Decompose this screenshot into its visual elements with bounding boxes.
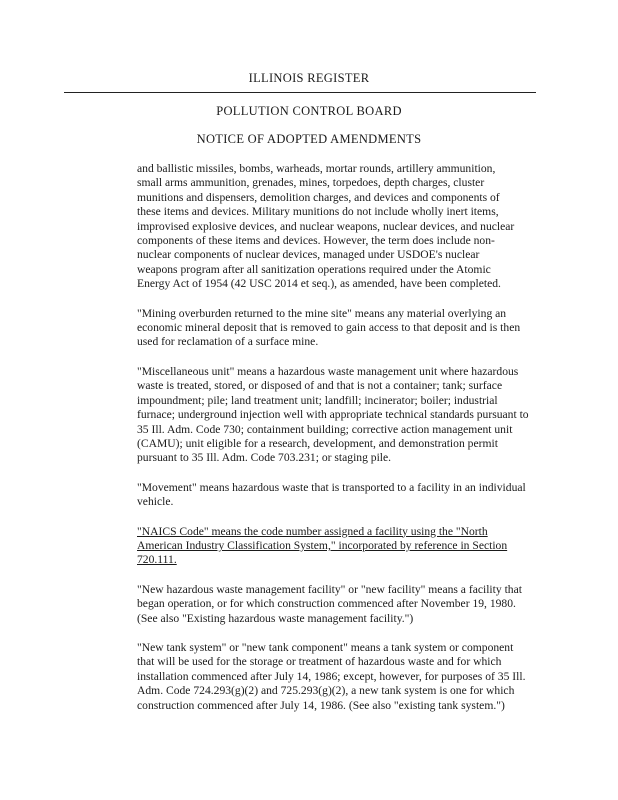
paragraph-military-munitions <box>137 162 547 292</box>
text-line: munitions and dispensers, demolition charges, and devices and components of <box>137 190 500 204</box>
text-line: furnace; underground injection well with appropriate technical standards pursuant to <box>137 408 529 422</box>
text-line: "Miscellaneous unit" means a hazardous waste management unit where hazardous <box>137 364 519 378</box>
text-line: Energy Act of 1954 (42 USC 2014 et seq.), as amended, have been completed. <box>137 277 501 291</box>
text-line-underlined: American Industry Classification System," incorporated by reference in Section <box>137 538 508 552</box>
text-line: that will be used for the storage or treatment of hazardous waste and for which <box>137 655 502 669</box>
text-line: weapons program after all sanitization operations required under the Atomic <box>137 262 491 276</box>
text-line: components of these items and devices. However, the term does include non- <box>137 234 495 248</box>
text-line: began operation, or for which construction commenced after November 19, 1980. <box>137 597 516 611</box>
paragraph-miscellaneous-unit <box>137 365 547 466</box>
text-line: construction commenced after July 14, 1986. (See also "existing tank system.") <box>137 698 505 712</box>
text-line: and ballistic missiles, bombs, warheads, mortar rounds, artillery ammunition, <box>137 162 496 175</box>
text-line: impoundment; pile; land treatment unit; landfill; incinerator; boiler; industrial <box>137 393 498 407</box>
text-line: nuclear components of nuclear devices, managed under USDOE's nuclear <box>137 248 480 262</box>
header-rule <box>64 92 536 93</box>
text-line: "New tank system" or "new tank component" means a tank system or component <box>137 640 514 654</box>
register-title: ILLINOIS REGISTER <box>248 71 370 85</box>
text-line: (CAMU); unit eligible for a research, development, and demonstration permit <box>137 436 498 450</box>
paragraph-naics-code <box>137 525 547 568</box>
text-line: "Mining overburden returned to the mine site" means any material overlying an <box>137 306 507 320</box>
paragraph-movement <box>137 481 547 510</box>
notice-title: NOTICE OF ADOPTED AMENDMENTS <box>196 132 422 146</box>
text-line: Adm. Code 724.293(g)(2) and 725.293(g)(2), a new tank system is one for which <box>137 684 515 698</box>
text-line: economic mineral deposit that is removed to gain access to that deposit and is then <box>137 321 521 335</box>
text-line: "Movement" means hazardous waste that is transported to a facility in an individual <box>137 480 526 494</box>
text-line: 35 Ill. Adm. Code 730; containment building; corrective action management unit <box>137 422 513 436</box>
text-line: (See also "Existing hazardous waste management facility.") <box>137 611 414 625</box>
paragraph-new-facility <box>137 583 547 626</box>
paragraph-mining-overburden <box>137 307 547 350</box>
text-line: installation commenced after July 14, 1986; except, however, for purposes of 35 Ill. <box>137 669 526 683</box>
board-title: POLLUTION CONTROL BOARD <box>216 104 402 118</box>
text-line: "New hazardous waste management facility" or "new facility" means a facility that <box>137 582 522 596</box>
text-line: waste is treated, stored, or disposed of and that is not a container; tank; surface <box>137 379 503 393</box>
text-line: vehicle. <box>137 495 174 509</box>
paragraph-new-tank-system <box>137 641 547 713</box>
text-line: pursuant to 35 Ill. Adm. Code 703.231; or staging pile. <box>137 451 392 465</box>
text-line: improvised explosive devices, and nuclear weapons, nuclear devices, and nuclear <box>137 219 515 233</box>
text-line-underlined: "NAICS Code" means the code number assigned a facility using the "North <box>137 524 488 538</box>
text-line-underlined: 720.111. <box>137 553 177 567</box>
text-line: used for reclamation of a surface mine. <box>137 335 319 349</box>
text-line: these items and devices. Military munitions do not include wholly inert items, <box>137 205 499 219</box>
text-line: small arms ammunition, grenades, mines, torpedoes, depth charges, cluster <box>137 176 485 190</box>
document-body <box>137 162 547 728</box>
